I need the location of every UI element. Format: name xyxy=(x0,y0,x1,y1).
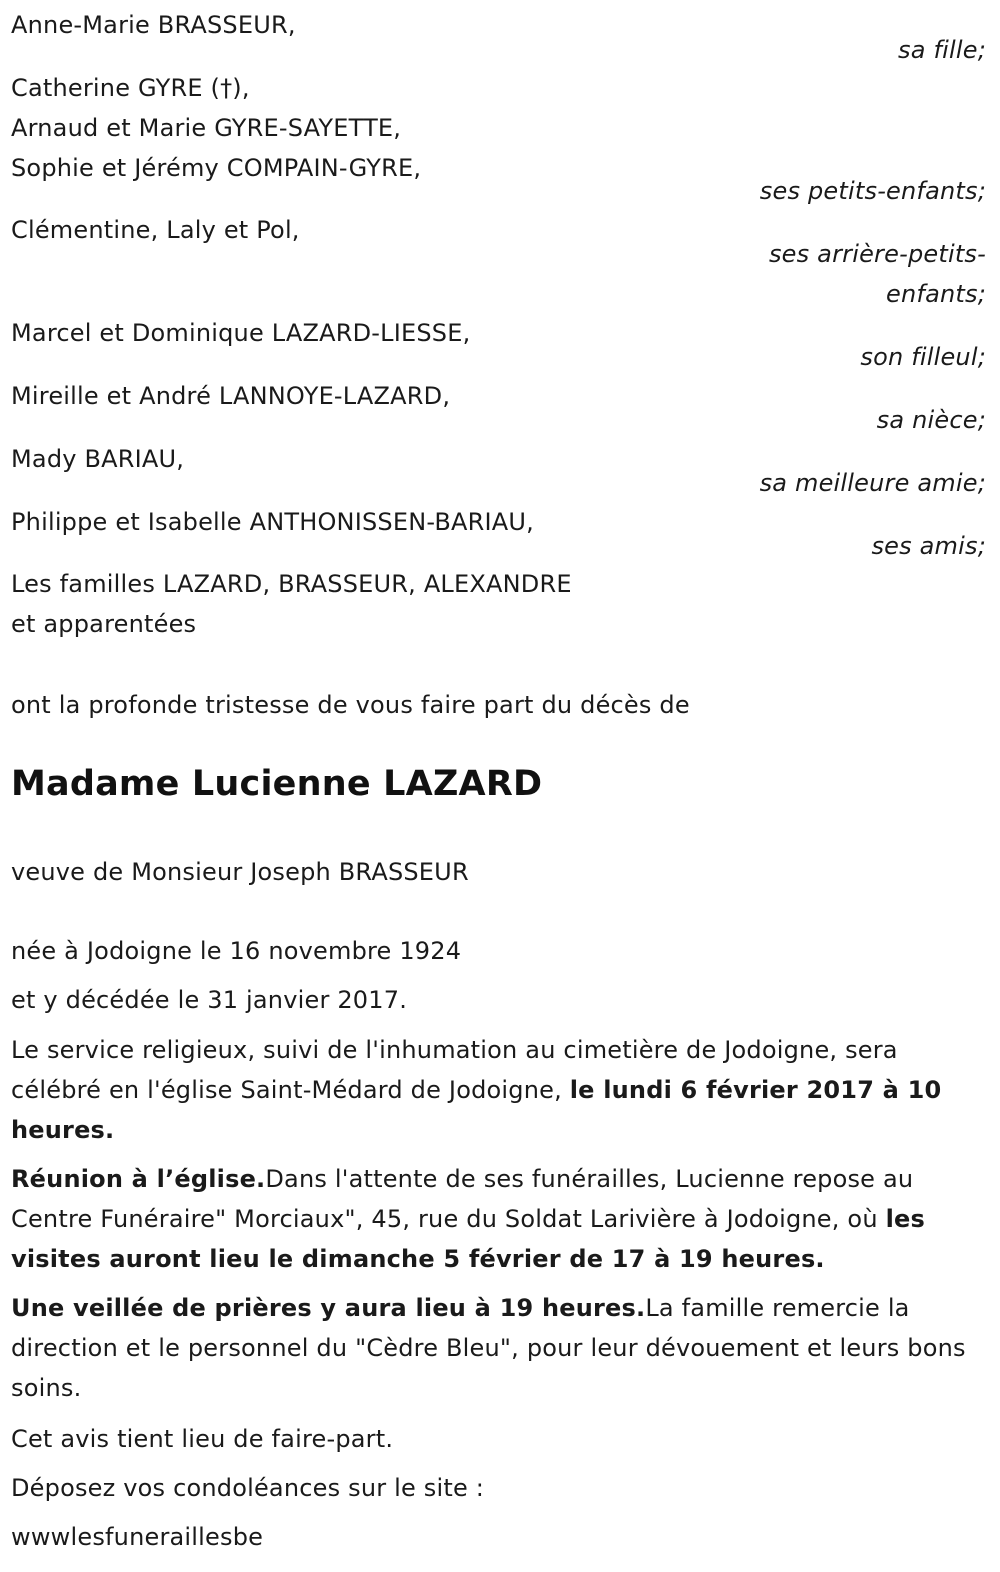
family-line-daughter: Anne-Marie BRASSEUR, xyxy=(11,11,296,39)
relation-friends: ses amis; xyxy=(871,532,986,560)
service-date: le lundi 6 février 2017 à 10 heures. xyxy=(11,1076,942,1144)
meeting-text: Dans l'attente de ses funérailles, Lucienne repose au Centre Funéraire" Morciaux", 45, rue du Soldat Larivière à Jodoigne, où xyxy=(11,1165,914,1233)
service-paragraph xyxy=(11,1030,976,1150)
meeting-paragraph xyxy=(11,1159,976,1279)
announcement-text: ont la profonde tristesse de vous faire part du décès de xyxy=(11,691,690,719)
condolences-text: Déposez vos condoléances sur le site : xyxy=(11,1474,485,1502)
family-line-families-2: et apparentées xyxy=(11,610,197,638)
relation-grandchildren: ses petits-enfants; xyxy=(759,177,986,205)
family-line-friends: Philippe et Isabelle ANTHONISSEN-BARIAU, xyxy=(11,508,535,536)
vigil-paragraph xyxy=(11,1288,976,1408)
birth-text: née à Jodoigne le 16 novembre 1924 xyxy=(11,937,462,965)
family-line-families-1: Les familles LAZARD, BRASSEUR, ALEXANDRE xyxy=(11,570,572,598)
widow-of-text: veuve de Monsieur Joseph BRASSEUR xyxy=(11,858,469,886)
family-line-best-friend: Mady BARIAU, xyxy=(11,445,185,473)
relation-great-grandchildren-2: enfants; xyxy=(886,280,986,308)
vigil-text: La famille remercie la direction et le personnel du "Cèdre Bleu", pour leur dévouement et leurs bons soins. xyxy=(11,1294,966,1402)
relation-niece: sa nièce; xyxy=(876,406,986,434)
meeting-title: Réunion à l’église. xyxy=(11,1165,266,1193)
deceased-name: Madame Lucienne LAZARD xyxy=(11,764,543,804)
family-line-great-grandchildren: Clémentine, Laly et Pol, xyxy=(11,216,300,244)
family-line-grandchild-1: Catherine GYRE (†), xyxy=(11,74,250,102)
vigil-title: Une veillée de prières y aura lieu à 19 heures. xyxy=(11,1294,646,1322)
relation-best-friend: sa meilleure amie; xyxy=(759,469,986,497)
relation-godson: son filleul; xyxy=(860,343,986,371)
relation-daughter: sa fille; xyxy=(898,36,986,64)
relation-great-grandchildren-1: ses arrière-petits- xyxy=(768,240,986,268)
service-text: Le service religieux, suivi de l'inhumation au cimetière de Jodoigne, sera célébré en l'église Saint-Médard de Jodoigne, xyxy=(11,1036,898,1104)
website-link[interactable]: wwwlesfuneraillesbe xyxy=(11,1523,264,1551)
family-line-godson: Marcel et Dominique LAZARD-LIESSE, xyxy=(11,319,471,347)
family-line-niece: Mireille et André LANNOYE-LAZARD, xyxy=(11,382,451,410)
family-line-grandchild-2: Arnaud et Marie GYRE-SAYETTE, xyxy=(11,114,402,142)
family-line-grandchild-3: Sophie et Jérémy COMPAIN-GYRE, xyxy=(11,154,422,182)
death-text: et y décédée le 31 janvier 2017. xyxy=(11,986,408,1014)
visits-schedule: les visites auront lieu le dimanche 5 février de 17 à 19 heures. xyxy=(11,1205,925,1273)
notice-text: Cet avis tient lieu de faire-part. xyxy=(11,1425,394,1453)
